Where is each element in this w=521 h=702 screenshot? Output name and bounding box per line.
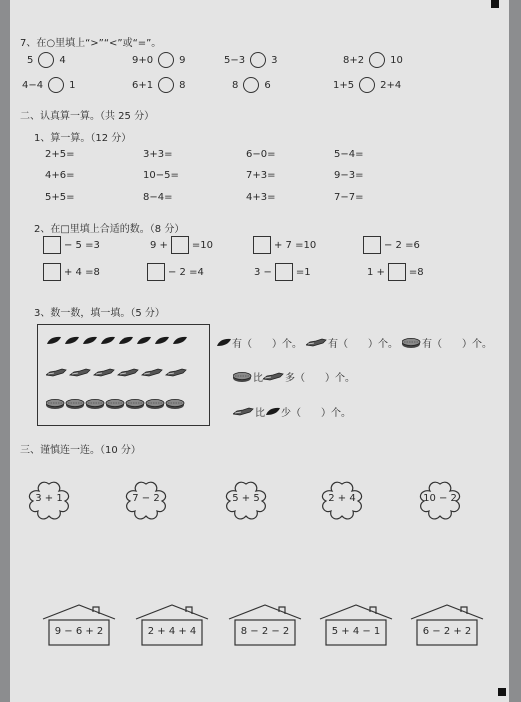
leaf-icon <box>47 337 61 344</box>
answer-box[interactable] <box>43 236 61 254</box>
equation: 5+5= <box>45 192 75 203</box>
fill-box-item: − 5 =3 <box>40 236 100 254</box>
compare-item: 8 6 <box>232 77 271 93</box>
compare-item: 4−4 1 <box>22 77 75 93</box>
equation: 7+3= <box>246 170 276 181</box>
compare-item: 9+0 9 <box>132 52 185 68</box>
house-expression: 6 − 2 + 2 <box>422 626 472 637</box>
count-line-2: 比 多（ ）个。 <box>233 369 355 384</box>
count-line-3: 比 少（ ）个。 <box>233 404 351 419</box>
part-1-title: 1、算一算。（12 分） <box>34 133 132 144</box>
cake-icon <box>166 399 184 409</box>
house-expression: 8 − 2 − 2 <box>240 626 290 637</box>
equation: 4+3= <box>246 192 276 203</box>
cake-icon <box>402 337 422 349</box>
part-2-title: 2、在□里填上合适的数。（8 分） <box>34 224 185 235</box>
registration-mark <box>491 0 499 8</box>
fill-box-item: + 4 =8 <box>40 263 100 281</box>
cake-icon <box>66 399 84 409</box>
fill-box-item: 3 − =1 <box>254 263 311 281</box>
cake-icon <box>146 399 164 409</box>
leaf-icon <box>83 337 97 344</box>
answer-box[interactable] <box>275 263 293 281</box>
flower-expression: 2 + 4 <box>328 493 356 504</box>
equation: 3+3= <box>143 149 173 160</box>
answer-circle[interactable] <box>369 52 385 68</box>
house-roof-icon <box>318 603 394 647</box>
shoe-icon <box>46 369 66 376</box>
house-expression: 9 − 6 + 2 <box>54 626 104 637</box>
cake-icon <box>86 399 104 409</box>
house-card[interactable] <box>409 603 485 647</box>
answer-box[interactable] <box>363 236 381 254</box>
house-roof-icon <box>134 603 210 647</box>
equation: 6−0= <box>246 149 276 160</box>
q7-title: 7、在○里填上“>”“<”或“=”。 <box>20 38 162 49</box>
flower-card[interactable] <box>123 480 169 520</box>
house-roof-icon <box>409 603 485 647</box>
shoe-icon <box>70 369 90 376</box>
answer-circle[interactable] <box>359 77 375 93</box>
flower-expression: 3 + 1 <box>35 493 63 504</box>
house-expression: 5 + 4 − 1 <box>331 626 381 637</box>
registration-mark <box>498 688 506 696</box>
compare-item: 6+1 8 <box>132 77 185 93</box>
section-2-title: 二、认真算一算。（共 25 分） <box>20 111 155 122</box>
counting-picture-box <box>37 324 210 426</box>
shoe-icon <box>306 337 328 349</box>
answer-box[interactable] <box>147 263 165 281</box>
cake-icon <box>233 371 253 383</box>
shoe-icon <box>94 369 114 376</box>
equation: 2+5= <box>45 149 75 160</box>
leaf-icon <box>173 337 187 344</box>
cake-row <box>46 398 206 412</box>
equation: 4+6= <box>45 170 75 181</box>
leaf-icon <box>65 337 79 344</box>
shoe-icon <box>233 406 255 418</box>
leaf-icon <box>155 337 169 344</box>
leaf-row <box>46 335 196 349</box>
cake-icon <box>106 399 124 409</box>
fill-box-item: + 7 =10 <box>250 236 316 254</box>
equation: 9−3= <box>334 170 364 181</box>
answer-box[interactable] <box>43 263 61 281</box>
answer-circle[interactable] <box>38 52 54 68</box>
flower-card[interactable] <box>223 480 269 520</box>
shoe-icon <box>118 369 138 376</box>
compare-item: 1+5 2+4 <box>333 77 401 93</box>
equation: 10−5= <box>143 170 179 181</box>
equation: 7−7= <box>334 192 364 203</box>
shoe-icon <box>263 371 285 383</box>
answer-box[interactable] <box>388 263 406 281</box>
leaf-icon <box>119 337 133 344</box>
answer-box[interactable] <box>253 236 271 254</box>
cake-icon <box>46 399 64 409</box>
answer-circle[interactable] <box>158 77 174 93</box>
fill-box-item: − 2 =4 <box>144 263 204 281</box>
house-card[interactable] <box>134 603 210 647</box>
house-expression: 2 + 4 + 4 <box>147 626 197 637</box>
flower-card[interactable] <box>26 480 72 520</box>
compare-item: 5−3 3 <box>224 52 277 68</box>
house-roof-icon <box>227 603 303 647</box>
fill-box-item: 1 + =8 <box>367 263 424 281</box>
shoe-icon <box>166 369 186 376</box>
fill-box-item: 9 + =10 <box>150 236 213 254</box>
fill-box-item: − 2 =6 <box>360 236 420 254</box>
count-line-1: 有（ ）个。 有（ ）个。 有（ ）个。 <box>216 335 492 350</box>
flower-expression: 7 − 2 <box>132 493 160 504</box>
house-roof-icon <box>41 603 117 647</box>
answer-circle[interactable] <box>48 77 64 93</box>
leaf-icon <box>216 337 232 349</box>
part-3-title: 3、数一数，填一填。（5 分） <box>34 308 165 319</box>
answer-box[interactable] <box>171 236 189 254</box>
answer-circle[interactable] <box>158 52 174 68</box>
leaf-icon <box>101 337 115 344</box>
house-card[interactable] <box>227 603 303 647</box>
flower-expression: 10 − 2 <box>423 493 457 504</box>
equation: 8−4= <box>143 192 173 203</box>
equation: 5−4= <box>334 149 364 160</box>
answer-circle[interactable] <box>243 77 259 93</box>
flower-expression: 5 + 5 <box>232 493 260 504</box>
compare-item: 8+2 10 <box>343 52 403 68</box>
compare-item: 5 4 <box>27 52 66 68</box>
flower-card[interactable] <box>319 480 365 520</box>
worksheet-page <box>10 0 509 702</box>
leaf-icon <box>137 337 151 344</box>
answer-circle[interactable] <box>250 52 266 68</box>
leaf-icon <box>265 406 281 418</box>
cake-icon <box>126 399 144 409</box>
shoe-icon <box>142 369 162 376</box>
house-card[interactable] <box>41 603 117 647</box>
shoe-row <box>46 367 196 381</box>
section-3-title: 三、谨慎连一连。（10 分） <box>20 445 141 456</box>
house-card[interactable] <box>318 603 394 647</box>
flower-card[interactable] <box>417 480 463 520</box>
